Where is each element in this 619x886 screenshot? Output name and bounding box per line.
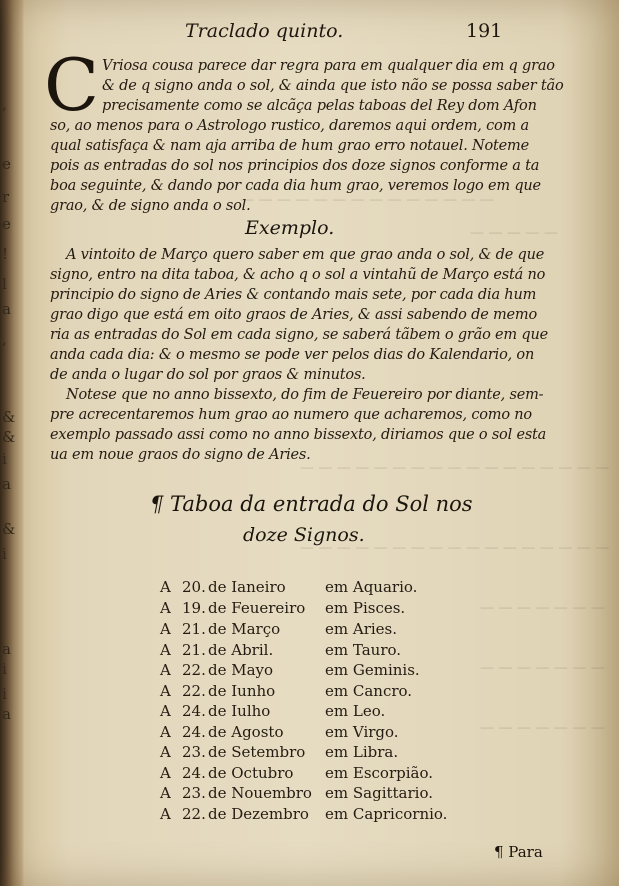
row-sign: em Sagittario.	[325, 784, 433, 802]
row-sign: em Aquario.	[325, 578, 418, 596]
show-through-text: — — — — — — —	[480, 720, 605, 736]
row-month: de Dezembro	[208, 805, 309, 823]
gutter-mark: a	[2, 475, 11, 493]
table-row	[160, 599, 460, 619]
text-line: signo, entro na dita taboa, & acho q o sol a vintahũ de Março está no	[50, 267, 546, 283]
running-title: Traclado quinto.	[185, 20, 344, 42]
gutter-mark: &	[2, 428, 16, 446]
table-row	[160, 723, 460, 743]
row-month: de Abril.	[208, 641, 274, 659]
row-month: de Setembro	[208, 743, 306, 761]
gutter-mark: r	[2, 188, 10, 206]
page-number: 191	[466, 20, 503, 42]
row-day: 22.	[182, 661, 206, 679]
table-row	[160, 620, 460, 640]
text-line: Notese que no anno bissexto, do fim de Feuereiro por diante, sem-	[66, 387, 544, 403]
text-line: so, ao menos para o Astrologo rustico, daremos aqui ordem, com a	[50, 118, 529, 134]
table-row	[160, 743, 460, 763]
gutter-mark: !	[2, 245, 9, 263]
text-line: pois as entradas do sol nos principios dos doze signos conforme a ta	[50, 158, 540, 174]
row-month: de Iunho	[208, 682, 276, 700]
drop-cap: C	[44, 43, 100, 127]
gutter-mark: a	[2, 705, 11, 723]
row-day: 24.	[182, 702, 206, 720]
table-row	[160, 702, 460, 722]
row-letter: A	[160, 764, 171, 782]
text-line: boa seguinte, & dando por cada dia hum grao, veremos logo em que	[50, 178, 541, 194]
row-month: de Agosto	[208, 723, 284, 741]
row-month: de Março	[208, 620, 281, 638]
row-month: de Nouembro	[208, 784, 312, 802]
gutter-mark: i	[2, 545, 7, 563]
row-letter: A	[160, 723, 171, 741]
facing-page-margin-text	[0, 0, 22, 886]
row-letter: A	[160, 743, 171, 761]
table-row	[160, 764, 460, 784]
row-day: 19.	[182, 599, 206, 617]
row-day: 24.	[182, 723, 206, 741]
text-line: anda cada dia: & o mesmo se pode ver pelos dias do Kalendario, on	[50, 347, 535, 363]
row-letter: A	[160, 682, 171, 700]
row-month: de Feuereiro	[208, 599, 306, 617]
gutter-mark: i	[2, 685, 7, 703]
row-letter: A	[160, 599, 171, 617]
row-sign: em Libra.	[325, 743, 399, 761]
row-sign: em Geminis.	[325, 661, 420, 679]
row-month: de Iulho	[208, 702, 271, 720]
show-through-text: — — — — — — — — — — — — — — — — —	[300, 460, 610, 476]
row-letter: A	[160, 784, 171, 802]
show-through-text: — — — — — — — — — — — — — — — — —	[300, 540, 610, 556]
gutter-mark: ,	[2, 330, 7, 348]
text-line: ua em noue graos do signo de Aries.	[50, 447, 311, 463]
row-sign: em Virgo.	[325, 723, 399, 741]
table-title-continued: doze Signos.	[243, 524, 365, 546]
row-day: 22.	[182, 682, 206, 700]
table-row	[160, 784, 460, 804]
row-sign: em Leo.	[325, 702, 386, 720]
row-sign: em Capricornio.	[325, 805, 448, 823]
gutter-mark: a	[2, 300, 11, 318]
table-row	[160, 805, 460, 825]
table-row	[160, 661, 460, 681]
gutter-mark: a	[2, 640, 11, 658]
row-day: 23.	[182, 784, 206, 802]
text-line: & de q signo anda o sol, & ainda que isto não se possa saber tão	[102, 78, 564, 94]
row-sign: em Pisces.	[325, 599, 406, 617]
table-row	[160, 682, 460, 702]
text-line: ria as entradas do Sol em cada signo, se saberá tãbem o grão em que	[50, 327, 548, 343]
row-day: 21.	[182, 641, 206, 659]
text-line: de anda o lugar do sol por graos & minutos.	[50, 367, 366, 383]
text-line: pre acrecentaremos hum grao ao numero que acharemos, como no	[50, 407, 532, 423]
row-month: de Mayo	[208, 661, 274, 679]
table-row	[160, 641, 460, 661]
row-sign: em Escorpião.	[325, 764, 433, 782]
table-row	[160, 578, 460, 598]
row-sign: em Cancro.	[325, 682, 413, 700]
row-sign: em Tauro.	[325, 641, 402, 659]
row-letter: A	[160, 702, 171, 720]
show-through-text: — — — — — — —	[480, 600, 605, 616]
catchword: ¶ Para	[494, 843, 543, 861]
text-line: qual satisfaça & nam aja arriba de hum grao erro notauel. Noteme	[50, 138, 529, 154]
row-letter: A	[160, 620, 171, 638]
row-month: de Octubro	[208, 764, 294, 782]
section-heading-example: Exemplo.	[245, 217, 335, 239]
row-day: 21.	[182, 620, 206, 638]
text-line: grao digo que está em oito graos de Aries, & assi sabendo de memo	[50, 307, 537, 323]
row-day: 24.	[182, 764, 206, 782]
gutter-mark: ,	[2, 95, 7, 113]
row-letter: A	[160, 805, 171, 823]
show-through-text: — — — — — — — — — — — — — —	[240, 192, 494, 208]
row-letter: A	[160, 661, 171, 679]
gutter-mark: &	[2, 520, 16, 538]
show-through-text: — — — — — — —	[480, 660, 605, 676]
text-line: A vintoito de Março quero saber em que grao anda o sol, & de que	[66, 247, 545, 263]
gutter-mark: e	[2, 215, 11, 233]
gutter-mark: i	[2, 450, 7, 468]
row-day: 20.	[182, 578, 206, 596]
row-sign: em Aries.	[325, 620, 398, 638]
gutter-mark: i	[2, 660, 7, 678]
text-line: principio do signo de Aries & contando mais sete, por cada dia hum	[50, 287, 537, 303]
text-line: exemplo passado assi como no anno bissexto, diriamos que o sol esta	[50, 427, 547, 443]
gutter-mark: e	[2, 155, 11, 173]
text-line: precisamente como se alcãça pelas taboas del Rey dom Afon	[102, 98, 537, 114]
table-title: ¶ Taboa da entrada do Sol nos	[150, 492, 473, 516]
row-month: de Ianeiro	[208, 578, 286, 596]
row-day: 22.	[182, 805, 206, 823]
show-through-text: — — — — —	[470, 225, 558, 241]
row-day: 23.	[182, 743, 206, 761]
text-line: grao, & de signo anda o sol.	[50, 198, 251, 214]
row-letter: A	[160, 578, 171, 596]
gutter-mark: l	[2, 275, 7, 293]
row-letter: A	[160, 641, 171, 659]
gutter-mark: &	[2, 408, 16, 426]
text-line: Vriosa cousa parece dar regra para em qualquer dia em q grao	[102, 58, 555, 74]
